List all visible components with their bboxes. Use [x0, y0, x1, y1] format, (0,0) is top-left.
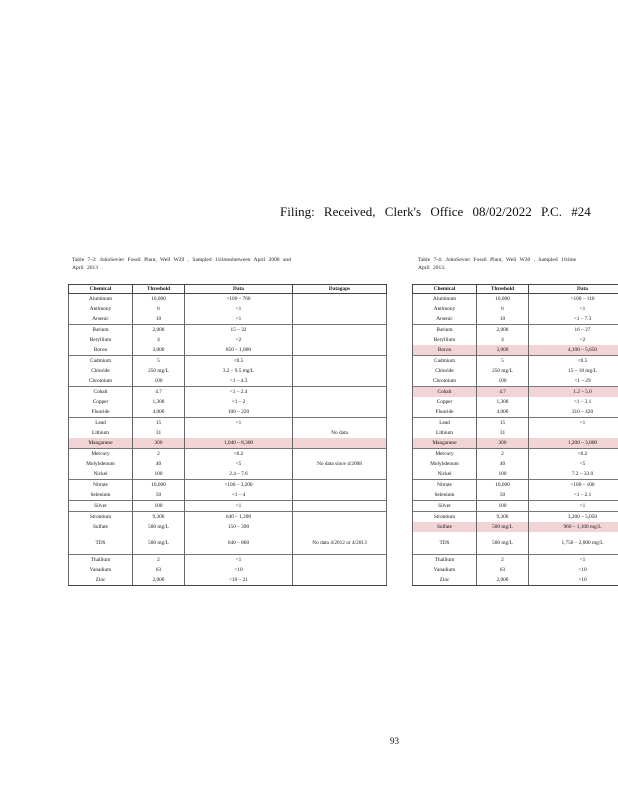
- threshold-cell: 3,000: [477, 345, 529, 356]
- filing-stamp: Filing: Received, Clerk's Office 08/02/2022 P.C. #24: [280, 204, 591, 219]
- threshold-cell: 3,000: [133, 345, 185, 356]
- threshold-cell: 5: [477, 356, 529, 367]
- data-cell: 3.2 – 9.5 mg/L: [185, 366, 293, 376]
- threshold-cell: 250 mg/L: [133, 366, 185, 376]
- table-row: [69, 459, 387, 469]
- datagaps-cell: No data: [293, 428, 387, 438]
- threshold-cell: 16,000: [133, 294, 185, 305]
- threshold-cell: 9,300: [477, 512, 529, 523]
- table-row: [413, 459, 618, 469]
- data-cell: <10 – 21: [185, 575, 293, 586]
- datagaps-cell: [293, 407, 387, 418]
- table-row: [413, 512, 618, 523]
- chemical-cell: Chromium: [413, 376, 477, 387]
- data-cell: 7.2 – 33.0: [529, 469, 618, 480]
- table-header-row: [413, 285, 618, 294]
- datagaps-cell: [293, 304, 387, 314]
- table-row: [413, 376, 618, 387]
- data-cell: 2.4 – 7.6: [185, 469, 293, 480]
- header-threshold: Threshold: [477, 285, 529, 294]
- threshold-cell: 31: [477, 428, 529, 438]
- table-row: [69, 325, 387, 336]
- data-cell: <2: [185, 335, 293, 345]
- table-row: [413, 532, 618, 555]
- threshold-cell: 5: [133, 356, 185, 367]
- table-row: [413, 449, 618, 460]
- chemical-cell: Lead: [69, 418, 133, 429]
- chemical-cell: Copper: [69, 397, 133, 407]
- data-cell: <1: [185, 304, 293, 314]
- data-cell: <100 – 110: [529, 294, 618, 305]
- threshold-cell: 4: [133, 335, 185, 345]
- datagaps-cell: [293, 555, 387, 566]
- header-threshold: Threshold: [133, 285, 185, 294]
- table-row: [413, 418, 618, 429]
- datagaps-cell: [293, 438, 387, 449]
- chemical-cell: Beryllium: [69, 335, 133, 345]
- table-row: [69, 575, 387, 586]
- threshold-cell: 9,300: [133, 512, 185, 523]
- table-row: [413, 555, 618, 566]
- chemical-cell: Strontium: [413, 512, 477, 523]
- threshold-cell: 6: [477, 304, 529, 314]
- data-cell: <100 – 100: [529, 480, 618, 491]
- threshold-cell: 2,000: [477, 325, 529, 336]
- chemical-cell: Selenium: [69, 490, 133, 501]
- threshold-cell: 300: [477, 438, 529, 449]
- datagaps-cell: No data since 4/2008: [293, 459, 387, 469]
- threshold-cell: 50: [133, 490, 185, 501]
- data-cell: <5: [529, 459, 618, 469]
- chemical-cell: Boron: [69, 345, 133, 356]
- table-row: [413, 428, 618, 438]
- table-row: [413, 314, 618, 325]
- table-row: [69, 366, 387, 376]
- chemical-cell: Antimony: [69, 304, 133, 314]
- chemical-cell: Cobalt: [69, 387, 133, 398]
- data-cell: 1,040 – 8,300: [185, 438, 293, 449]
- chemical-cell: Cadmium: [69, 356, 133, 367]
- table-row: [413, 387, 618, 398]
- data-cell: <0.2: [185, 449, 293, 460]
- data-cell: <5: [185, 459, 293, 469]
- threshold-cell: 2: [477, 449, 529, 460]
- table-row: [413, 522, 618, 532]
- chemical-cell: Silver: [69, 501, 133, 512]
- chemical-cell: Sulfate: [413, 522, 477, 532]
- data-cell: <1: [529, 418, 618, 429]
- table-row: [69, 449, 387, 460]
- threshold-cell: 63: [477, 565, 529, 575]
- threshold-cell: 100: [477, 501, 529, 512]
- datagaps-cell: [293, 418, 387, 429]
- table-w30: [412, 284, 618, 586]
- datagaps-cell: [293, 512, 387, 523]
- data-cell: 850 – 1,800: [185, 345, 293, 356]
- data-cell: [185, 428, 293, 438]
- datagaps-cell: [293, 335, 387, 345]
- table-b-caption-line1: Table 7-4: JohnSevier Fossil Plant, Well W30 , Sampled 11time: [418, 257, 577, 263]
- table-row: [69, 438, 387, 449]
- data-cell: <1: [185, 314, 293, 325]
- header-chemical: Chemical: [69, 285, 133, 294]
- datagaps-cell: [293, 575, 387, 586]
- chemical-cell: Mercury: [69, 449, 133, 460]
- table-row: [413, 469, 618, 480]
- table-row: [413, 501, 618, 512]
- chemical-cell: Selenium: [413, 490, 477, 501]
- chemical-cell: Arsenic: [69, 314, 133, 325]
- table-row: [413, 325, 618, 336]
- datagaps-cell: [293, 469, 387, 480]
- datagaps-cell: [293, 501, 387, 512]
- chemical-cell: Barium: [69, 325, 133, 336]
- threshold-cell: 63: [133, 565, 185, 575]
- chemical-cell: Nitrate: [413, 480, 477, 491]
- chemical-cell: Molybdenum: [413, 459, 477, 469]
- threshold-cell: 4.7: [477, 387, 529, 398]
- chemical-cell: Sulfate: [69, 522, 133, 532]
- header-data: Data: [185, 285, 293, 294]
- threshold-cell: 2: [133, 555, 185, 566]
- data-cell: <1 – 3.1: [529, 397, 618, 407]
- table-a-caption: [72, 256, 291, 272]
- data-cell: <10: [185, 565, 293, 575]
- chemical-cell: Silver: [413, 501, 477, 512]
- data-cell: <1: [185, 501, 293, 512]
- datagaps-cell: [293, 366, 387, 376]
- chemical-cell: Nickel: [413, 469, 477, 480]
- data-cell: <10: [529, 565, 618, 575]
- datagaps-cell: [293, 345, 387, 356]
- data-cell: <2: [529, 335, 618, 345]
- header-data: Data: [529, 285, 618, 294]
- table-w29: [68, 284, 387, 586]
- data-cell: 310 – 420: [529, 407, 618, 418]
- chemical-cell: TDS: [413, 532, 477, 555]
- table-row: [69, 345, 387, 356]
- data-cell: 4,100 – 5,650: [529, 345, 618, 356]
- datagaps-cell: [293, 294, 387, 305]
- chemical-cell: Nickel: [69, 469, 133, 480]
- threshold-cell: 16,000: [477, 294, 529, 305]
- data-cell: 16 – 27: [529, 325, 618, 336]
- data-cell: <1 – 29: [529, 376, 618, 387]
- table-row: [413, 356, 618, 367]
- table-row: [69, 314, 387, 325]
- table-row: [413, 480, 618, 491]
- chemical-cell: Vanadium: [69, 565, 133, 575]
- threshold-cell: 15: [477, 418, 529, 429]
- table-row: [413, 345, 618, 356]
- threshold-cell: 2: [477, 555, 529, 566]
- table-header-row: [69, 285, 387, 294]
- data-cell: <1: [529, 555, 618, 566]
- data-cell: <1 – 7.3: [529, 314, 618, 325]
- table-row: [413, 366, 618, 376]
- table-row: [69, 418, 387, 429]
- threshold-cell: 100: [133, 469, 185, 480]
- threshold-cell: 100: [133, 376, 185, 387]
- datagaps-cell: No data 4/2012 or 4/2013: [293, 532, 387, 555]
- table-row: [69, 555, 387, 566]
- datagaps-cell: [293, 325, 387, 336]
- threshold-cell: 10: [133, 314, 185, 325]
- threshold-cell: 2,000: [133, 575, 185, 586]
- threshold-cell: 15: [133, 418, 185, 429]
- chemical-cell: Lithium: [413, 428, 477, 438]
- header-chemical: Chemical: [413, 285, 477, 294]
- threshold-cell: 500 mg/L: [477, 532, 529, 555]
- threshold-cell: 500 mg/L: [133, 522, 185, 532]
- data-cell: 15 – 18 mg/L: [529, 366, 618, 376]
- data-cell: <100 – 760: [185, 294, 293, 305]
- threshold-cell: 250 mg/L: [477, 366, 529, 376]
- datagaps-cell: [293, 376, 387, 387]
- table-row: [413, 397, 618, 407]
- table-row: [69, 335, 387, 345]
- data-cell: 150 – 390: [185, 522, 293, 532]
- table-row: [69, 501, 387, 512]
- table-row: [413, 565, 618, 575]
- threshold-cell: 40: [133, 459, 185, 469]
- data-cell: <1 – 2.1: [529, 490, 618, 501]
- chemical-cell: Lithium: [69, 428, 133, 438]
- chemical-cell: Barium: [413, 325, 477, 336]
- table-row: [413, 407, 618, 418]
- data-cell: <1 – 4.3: [185, 376, 293, 387]
- chemical-cell: Cobalt: [413, 387, 477, 398]
- chemical-cell: Thallium: [413, 555, 477, 566]
- table-row: [413, 575, 618, 586]
- table-row: [69, 480, 387, 491]
- table-row: [69, 490, 387, 501]
- chemical-cell: Aluminum: [413, 294, 477, 305]
- table-row: [69, 469, 387, 480]
- threshold-cell: 40: [477, 459, 529, 469]
- table-row: [69, 397, 387, 407]
- table-row: [413, 335, 618, 345]
- chemical-cell: Thallium: [69, 555, 133, 566]
- table-a-caption-line1: Table 7-3: JohnSevier Fossil Plant, Well W29 , Sampled 11timesbetween April 2008 and: [72, 257, 291, 263]
- chemical-cell: Mercury: [413, 449, 477, 460]
- threshold-cell: 50: [477, 490, 529, 501]
- threshold-cell: 2,000: [477, 575, 529, 586]
- chemical-cell: Manganese: [69, 438, 133, 449]
- table-row: [413, 490, 618, 501]
- table-row: [69, 428, 387, 438]
- chemical-cell: Molybdenum: [69, 459, 133, 469]
- chemical-cell: Fluoride: [69, 407, 133, 418]
- table-row: [69, 522, 387, 532]
- datagaps-cell: [293, 356, 387, 367]
- threshold-cell: 1,300: [133, 397, 185, 407]
- data-cell: 1.2 – 5.0: [529, 387, 618, 398]
- data-cell: <1: [185, 418, 293, 429]
- threshold-cell: 31: [133, 428, 185, 438]
- table-row: [69, 387, 387, 398]
- chemical-cell: Lead: [413, 418, 477, 429]
- chemical-cell: Cadmium: [413, 356, 477, 367]
- datagaps-cell: [293, 449, 387, 460]
- chemical-cell: Strontium: [69, 512, 133, 523]
- threshold-cell: 100: [133, 501, 185, 512]
- table-row: [69, 512, 387, 523]
- data-cell: <1: [185, 555, 293, 566]
- datagaps-cell: [293, 397, 387, 407]
- data-cell: 3,200 – 5,050: [529, 512, 618, 523]
- chemical-cell: Zinc: [69, 575, 133, 586]
- data-cell: 1,200 – 3,800: [529, 438, 618, 449]
- threshold-cell: 4,000: [133, 407, 185, 418]
- threshold-cell: 100: [477, 376, 529, 387]
- chemical-cell: Aluminum: [69, 294, 133, 305]
- chemical-cell: Boron: [413, 345, 477, 356]
- data-cell: <100 – 3,200: [185, 480, 293, 491]
- chemical-cell: Nitrate: [69, 480, 133, 491]
- chemical-cell: Vanadium: [413, 565, 477, 575]
- threshold-cell: 500 mg/L: [477, 522, 529, 532]
- threshold-cell: 4,000: [477, 407, 529, 418]
- datagaps-cell: [293, 314, 387, 325]
- data-cell: <1: [529, 501, 618, 512]
- data-cell: <1 – 4: [185, 490, 293, 501]
- threshold-cell: 4.7: [133, 387, 185, 398]
- datagaps-cell: [293, 522, 387, 532]
- table-row: [413, 438, 618, 449]
- data-cell: <10: [529, 575, 618, 586]
- chemical-cell: Chloride: [69, 366, 133, 376]
- chemical-cell: Arsenic: [413, 314, 477, 325]
- threshold-cell: 6: [133, 304, 185, 314]
- table-row: [69, 565, 387, 575]
- data-cell: <0.5: [529, 356, 618, 367]
- table-row: [69, 304, 387, 314]
- chemical-cell: Fluoride: [413, 407, 477, 418]
- data-cell: 15 – 32: [185, 325, 293, 336]
- data-cell: <0.5: [185, 356, 293, 367]
- datagaps-cell: [293, 480, 387, 491]
- table-row: [69, 356, 387, 367]
- threshold-cell: 4: [477, 335, 529, 345]
- threshold-cell: 10,000: [133, 480, 185, 491]
- threshold-cell: 500 mg/L: [133, 532, 185, 555]
- chemical-cell: Manganese: [413, 438, 477, 449]
- header-datagaps: Datagaps: [293, 285, 387, 294]
- datagaps-cell: [293, 387, 387, 398]
- chemical-cell: Beryllium: [413, 335, 477, 345]
- page-number: 93: [390, 736, 399, 746]
- data-cell: 640 – 860: [185, 532, 293, 555]
- threshold-cell: 2,000: [133, 325, 185, 336]
- data-cell: [529, 428, 618, 438]
- data-cell: 640 – 1,200: [185, 512, 293, 523]
- data-cell: <1: [529, 304, 618, 314]
- data-cell: <0.2: [529, 449, 618, 460]
- table-row: [69, 407, 387, 418]
- threshold-cell: 10,000: [477, 480, 529, 491]
- threshold-cell: 1,300: [477, 397, 529, 407]
- table-b-caption: [418, 256, 576, 272]
- datagaps-cell: [293, 490, 387, 501]
- threshold-cell: 100: [477, 469, 529, 480]
- table-a-caption-line2: April 2013 .: [72, 265, 103, 271]
- datagaps-cell: [293, 565, 387, 575]
- table-b-clip: [412, 0, 618, 800]
- table-row: [69, 294, 387, 305]
- table-row: [413, 304, 618, 314]
- table-row: [413, 294, 618, 305]
- threshold-cell: 300: [133, 438, 185, 449]
- data-cell: 1,750 – 2,000 mg/L: [529, 532, 618, 555]
- data-cell: 100 – 220: [185, 407, 293, 418]
- data-cell: <1 – 2.4: [185, 387, 293, 398]
- threshold-cell: 2: [133, 449, 185, 460]
- chemical-cell: Chromium: [69, 376, 133, 387]
- chemical-cell: TDS: [69, 532, 133, 555]
- chemical-cell: Copper: [413, 397, 477, 407]
- data-cell: 960 – 1,100 mg/L: [529, 522, 618, 532]
- table-row: [69, 532, 387, 555]
- table-row: [69, 376, 387, 387]
- table-b-caption-line2: April 2013.: [418, 265, 446, 271]
- chemical-cell: Chloride: [413, 366, 477, 376]
- data-cell: <1 – 2: [185, 397, 293, 407]
- threshold-cell: 10: [477, 314, 529, 325]
- chemical-cell: Zinc: [413, 575, 477, 586]
- chemical-cell: Antimony: [413, 304, 477, 314]
